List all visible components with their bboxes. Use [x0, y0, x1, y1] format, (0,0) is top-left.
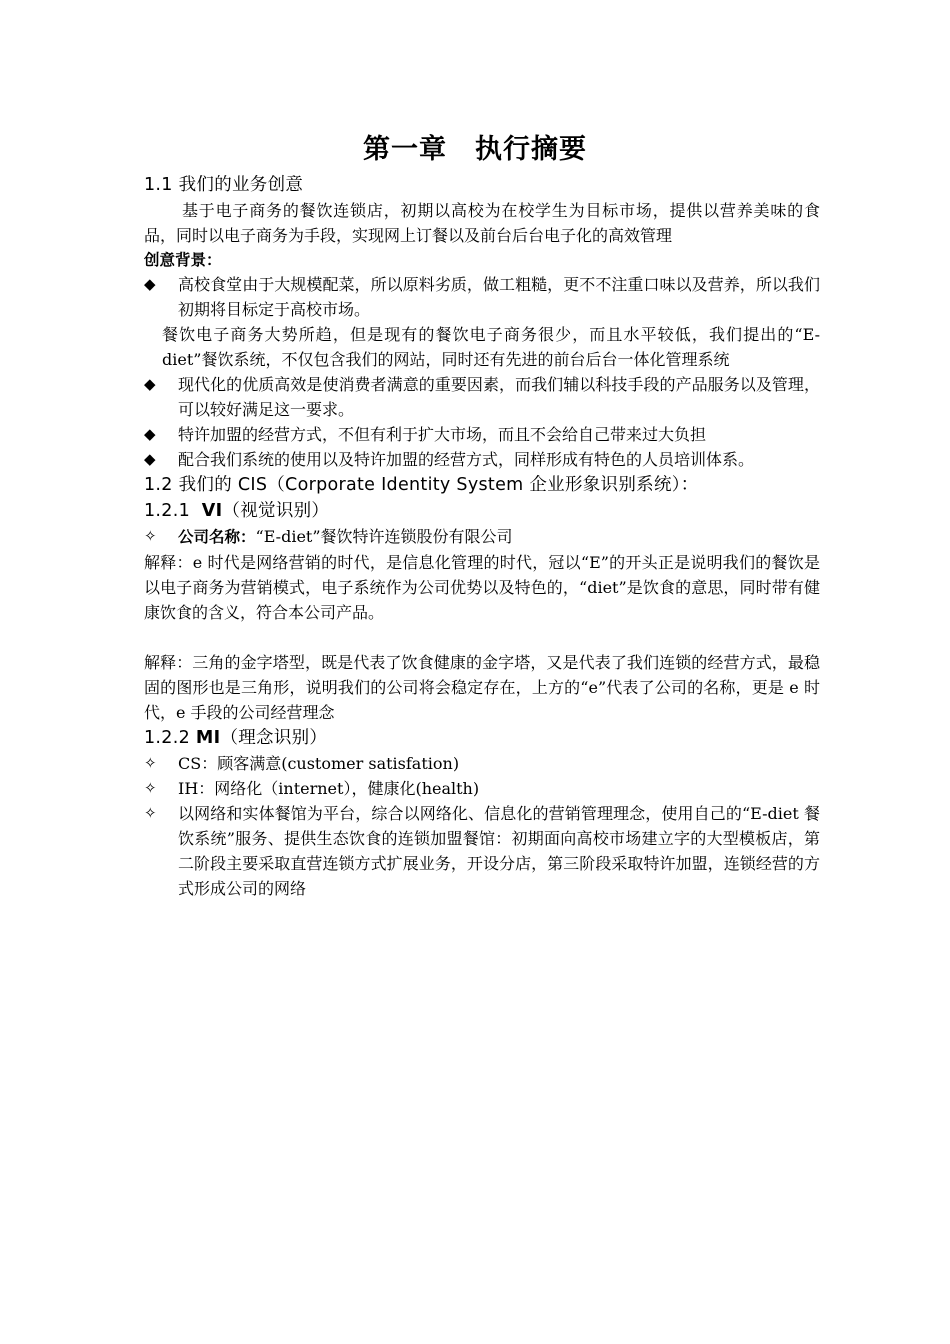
bullet-text: 现代化的优质高效是使消费者满意的重要因素，而我们辅以科技手段的产品服务以及管理，可以较好满足这一要求。: [178, 375, 820, 419]
bullet-text: 以网络和实体餐馆为平台，综合以网络化、信息化的营销管理理念，使用自己的“E-diet 餐饮系统”服务、提供生态饮食的连锁加盟餐馆：初期面向高校市场建立字的大型模板店，第二阶段主要采取直营连锁方式扩展业务，开设分店，第三阶段采取特许加盟，连锁经营的方式形成公司的网络: [178, 804, 820, 898]
star-bullet-icon: ✧: [144, 527, 157, 545]
heading-number: 1.2.1: [144, 501, 191, 521]
background-label: 创意背景：: [144, 251, 222, 269]
diamond-bullet-icon: ◆: [144, 425, 156, 443]
document-body: [144, 172, 820, 901]
mi-item-1: [144, 751, 820, 776]
bullet-text: 特许加盟的经营方式，不但有利于扩大市场，而且不会给自己带来过大负担: [178, 425, 707, 444]
background-bullet-3: [144, 422, 820, 447]
blank-line: [144, 625, 820, 650]
section-heading-1-2: 1.2 我们的 CIS（Corporate Identity System 企业形象识别系统）：: [144, 475, 699, 495]
section-heading-1-2-1: [144, 498, 820, 524]
star-bullet-icon: ✧: [144, 754, 157, 772]
bullet-text: CS：顾客满意(customer satisfation): [178, 754, 460, 773]
mi-item-3: [144, 801, 820, 901]
background-bullet-2: [144, 372, 820, 422]
heading-number: 1.2.2: [144, 728, 191, 748]
vi-explanation-2: 解释：三角的金字塔型，既是代表了饮食健康的金字塔，又是代表了我们连锁的经营方式，最稳固的图形也是三角形，说明我们的公司将会稳定存在，上方的“e”代表了公司的名称，更是 e 时代，e 手段的公司经营理念: [144, 653, 820, 722]
chapter-title: 第一章 执行摘要: [363, 134, 587, 165]
heading-title: （视觉识别）: [222, 501, 330, 521]
bullet-text: IH：网络化（internet），健康化(health): [178, 779, 480, 798]
diamond-bullet-icon: ◆: [144, 375, 156, 393]
heading-title: （理念识别）: [220, 728, 328, 748]
mi-item-2: [144, 776, 820, 801]
heading-abbrev: VI: [201, 501, 223, 521]
bullet-text: 高校食堂由于大规模配菜，所以原料劣质，做工粗糙，更不不注重口味以及营养，所以我们初期将目标定于高校市场。: [178, 275, 820, 319]
star-bullet-icon: ✧: [144, 804, 157, 822]
company-name-value: “E-diet”餐饮特许连锁股份有限公司: [255, 527, 513, 546]
company-name-item: [144, 524, 820, 550]
vi-explanation-1: 解释：e 时代是网络营销的时代，是信息化管理的时代，冠以“E”的开头正是说明我们的餐饮是以电子商务为营销模式，电子系统作为公司优势以及特色的，“diet”是饮食的意思，同时带有健康饮食的含义，符合本公司产品。: [144, 553, 820, 622]
star-bullet-icon: ✧: [144, 779, 157, 797]
heading-abbrev: MI: [195, 728, 221, 748]
section-heading-1-1: 1.1 我们的业务创意: [144, 175, 304, 195]
company-name-label: 公司名称：: [178, 528, 256, 546]
diamond-bullet-icon: ◆: [144, 450, 156, 468]
diamond-bullet-icon: ◆: [144, 275, 156, 293]
background-bullet-4: [144, 447, 820, 472]
intro-paragraph: 基于电子商务的餐饮连锁店，初期以高校为在校学生为目标市场，提供以营养美味的食品，同时以电子商务为手段，实现网上订餐以及前台后台电子化的高效管理: [144, 201, 820, 245]
background-bullet-1: [144, 272, 820, 322]
section-heading-1-2-2: [144, 725, 820, 751]
background-middle-paragraph: 餐饮电子商务大势所趋，但是现有的餐饮电子商务很少，而且水平较低，我们提出的“E-diet”餐饮系统，不仅包含我们的网站，同时还有先进的前台后台一体化管理系统: [162, 325, 820, 369]
bullet-text: 配合我们系统的使用以及特许加盟的经营方式，同样形成有特色的人员培训体系。: [178, 450, 755, 469]
